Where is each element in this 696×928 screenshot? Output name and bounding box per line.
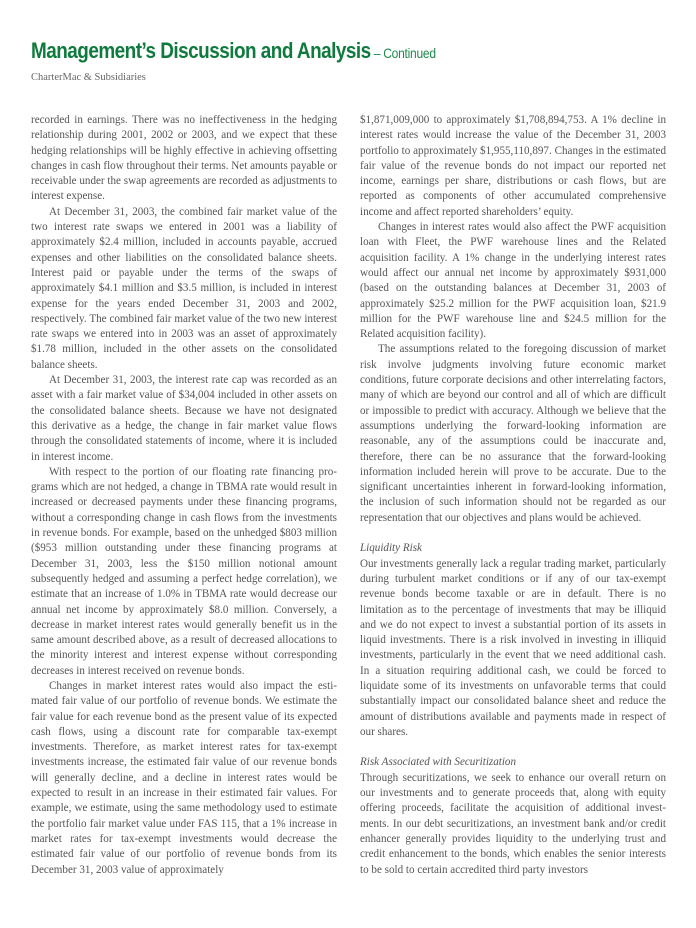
- title-continued: – Continued: [370, 45, 436, 61]
- paragraph: recorded in earnings. There was no ineffectiveness in the hedging relationship during 2001, 2002 or 2003, and we expect that these hedging relationships will be highly effective in achieving offsetting changes in cash flow throughout their terms. Net amounts payable or receivable under the swap agreements are recorded as adjustments to interest expense.: [31, 114, 337, 203]
- section-body-securitization-risk: Through securitizations, we seek to enhance our overall return on our investments and to generate proceeds that, along with equity offering proceeds, facilitate the acquisition of additional investments. In our debt securitizations, an investment bank and/or credit enhancer generally provides liquidity to the underlying trust and credit enhancement to the bonds, which enables the senior interests to be sold to certain accredited third party investors: [360, 771, 666, 876]
- section-heading-liquidity-risk: Liquidity Risk: [360, 542, 422, 555]
- paragraph: Changes in interest rates would also affect the PWF acquisition loan with Fleet, the PWF warehouse lines and the Related acquisition facility. A 1% change in the underlying interest rates would affect our annual net income by approximately $931,000 (based on the outstanding balances at December 31, 2003 of approximately $25.2 million for the PWF acquisition loan, $21.9 million for the PWF warehouse line and $24.5 million for the Related acquisition facility).: [360, 221, 666, 341]
- left-column: [31, 113, 337, 878]
- paragraph: At December 31, 2003, the interest rate cap was recorded as an asset with a fair market value of $34,004 included in other assets on the consolidated balance sheets. Because we have not designated this derivative as a hedge, the change in fair market value flows through the consolidated statements of income, where it is included in interest income.: [31, 374, 337, 463]
- paragraph: At December 31, 2003, the combined fair market value of the two interest rate swaps we entered in 2001 was a liability of approximately $2.4 million, included in accounts payable, accrued expenses and other liabilities on the consolidated balance sheets. Interest paid or payable under the terms of the swaps of approximately $4.1 million and $3.5 million, is included in interest expense for the years ended December 31, 2003 and 2002, respectively. The combined fair market value of the two new interest rate swaps we entered into in 2003 was an asset of approximately $1.78 million, included in the other assets on the consolidated balance sheets.: [31, 205, 337, 371]
- right-column: [360, 113, 666, 878]
- paragraph: Changes in market interest rates would also impact the estimated fair value of our portfolio of revenue bonds. We estimate the fair value for each revenue bond as the present value of its expected cash flows, using a discount rate for comparable tax-exempt investments. Therefore, as market interest rates for tax-exempt investments increase, the estimated fair value of our revenue bonds will generally decline, and a decline in interest rates would be expected to result in an increase in their estimated fair values. For example, we estimate, using the same methodology used to estimate the portfolio fair market value under FAS 115, that a 1% increase in market rates for tax-exempt investments would decrease the estimated fair value of our portfolio of revenue bonds from its December 31, 2003 value of approximately: [31, 679, 337, 876]
- paragraph: The assumptions related to the foregoing discussion of market risk involve judgments involving future economic market conditions, future corporate decisions and other interrelating factors, many of which are beyond our control and all of which are difficult or impossible to predict with accuracy. Although we believe that the assumptions underlying the forward-looking information are reasonable, any of the assumptions could be inaccurate and, therefore, there can be no assurance that the forward-looking information included herein will prove to be accurate. Due to the significant uncertainties inherent in forward-looking information, the inclusion of such information should not be regarded as our representation that our objectives and plans would be achieved.: [360, 343, 666, 524]
- paragraph: With respect to the portion of our floating rate financing programs which are not hedged, a change in TBMA rate would result in increased or decreased payments under these financing programs, without a corresponding change in cash flows from the investments in revenue bonds. For example, based on the unhedged $803 million ($953 million outstanding under these financing programs at December 31, 2003, less the $150 million notional amount subsequently hedged and assuming a perfect hedge correlation), we estimate that an increase of 1.0% in TBMA rate would decrease our annual net income by approximately $8.0 million. Conversely, a decrease in market interest rates would generally benefit us in the same amount described above, as a result of decreased allocations to the minority interest and interest expense without corresponding decreases in interest received on revenue bonds.: [31, 465, 337, 677]
- company-subtitle: CharterMac & Subsidiaries: [31, 72, 146, 83]
- page-header: [31, 38, 502, 83]
- page-title: [31, 38, 436, 66]
- section-body-liquidity-risk: Our investments generally lack a regular trading market, particularly during turbulent market conditions or if any of our tax-exempt revenue bonds become taxable or are in default. There is no limitation as to the percentage of investments that may be illiquid and we do not expect to invest a substantial portion of its assets in liquid investments. There is a risk involved in investing in illiquid investments, particularly in the event that we need additional cash. In a situation requiring additional cash, we could be forced to liquidate some of its investments on unfavorable terms that could substantially impact our consolidated balance sheet and reduce the amount of distributions available and payments made in respect of our shares.: [360, 557, 666, 738]
- paragraph: $1,871,009,000 to approximately $1,708,894,753. A 1% decline in interest rates would increase the value of the December 31, 2003 portfolio to approximately $1,955,110,897. Changes in the estimated fair value of the revenue bonds do not impact our reported net income, earnings per share, distributions or cash flows, but are reported as components of other accumulated comprehensive income and affect reported shareholders’ equity.: [360, 114, 666, 218]
- title-main: Management’s Discussion and Analysis: [31, 38, 371, 63]
- section-heading-securitization-risk: Risk Associated with Securitization: [360, 756, 517, 769]
